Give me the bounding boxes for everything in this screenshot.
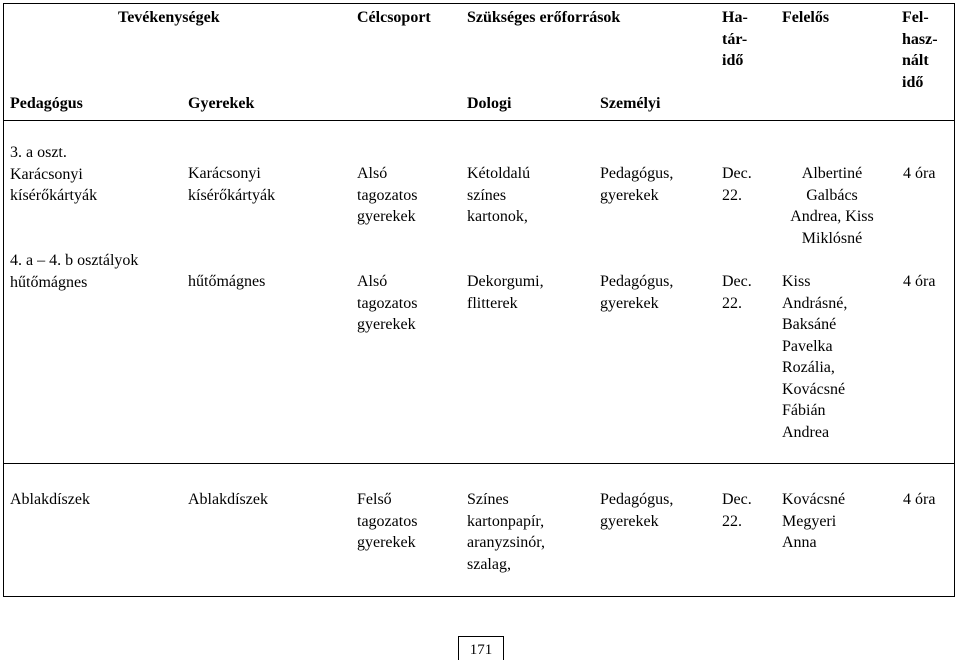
row1-responsible: Albertiné Galbács Andrea, Kiss Miklósné (790, 165, 874, 247)
row3-target-group: Felső tagozatos gyerekek (357, 491, 418, 551)
row-divider (3, 463, 955, 464)
row2-target-group: Alsó tagozatos gyerekek (357, 273, 418, 333)
header-divider (3, 120, 955, 121)
page-number: 171 (469, 642, 493, 658)
header-celcsoport: Célcsoport (357, 9, 431, 26)
row1-activity-children: Karácsonyi kísérőkártyák (188, 165, 276, 204)
row1-personal-resources: Pedagógus, gyerekek (600, 165, 674, 204)
row2-activity-teacher: 4. a – 4. b osztályok hűtőmágnes (10, 252, 139, 291)
row3-activity-children: Ablakdíszek (188, 491, 268, 508)
row1-target-group: Alsó tagozatos gyerekek (357, 165, 418, 225)
row3-personal-resources: Pedagógus, gyerekek (600, 491, 674, 530)
row2-responsible: Kiss Andrásné, Baksáné Pavelka Rozália, Kovácsné Fábián Andrea (782, 273, 848, 441)
header-tevekenysegek: Tevékenységek (118, 9, 220, 26)
row2-time-used: 4 óra (903, 273, 936, 290)
header-szukseges-eroforrasok: Szükséges erőforrások (467, 9, 621, 26)
header-felelos: Felelős (782, 9, 830, 26)
row3-activity-teacher: Ablakdíszek (10, 491, 90, 508)
row1-material-resources: Kétoldalú színes kartonok, (467, 165, 531, 225)
row3-time-used: 4 óra (903, 491, 936, 508)
header-dologi: Dologi (467, 95, 512, 112)
row2-activity-children: hűtőmágnes (188, 273, 266, 290)
row1-deadline: Dec. 22. (722, 165, 752, 204)
row3-material-resources: Színes kartonpapír, aranyzsinór, szalag, (467, 491, 545, 573)
page-number-box (458, 636, 504, 660)
row2-material-resources: Dekorgumi, flitterek (467, 273, 544, 312)
row2-personal-resources: Pedagógus, gyerekek (600, 273, 674, 312)
header-hatarido: Ha- tár- idő (722, 9, 748, 69)
row3-responsible: Kovácsné Megyeri Anna (782, 491, 846, 551)
header-felhasznalt-ido: Fel- hasz- nált idő (902, 9, 938, 91)
row1-activity-teacher: 3. a oszt. Karácsonyi kísérőkártyák (10, 144, 98, 204)
row3-deadline: Dec. 22. (722, 491, 752, 530)
row1-time-used: 4 óra (903, 165, 936, 182)
header-pedagogus: Pedagógus (10, 95, 83, 112)
row2-deadline: Dec. 22. (722, 273, 752, 312)
header-szemelyi: Személyi (600, 95, 661, 112)
header-gyerekek: Gyerekek (188, 95, 255, 112)
